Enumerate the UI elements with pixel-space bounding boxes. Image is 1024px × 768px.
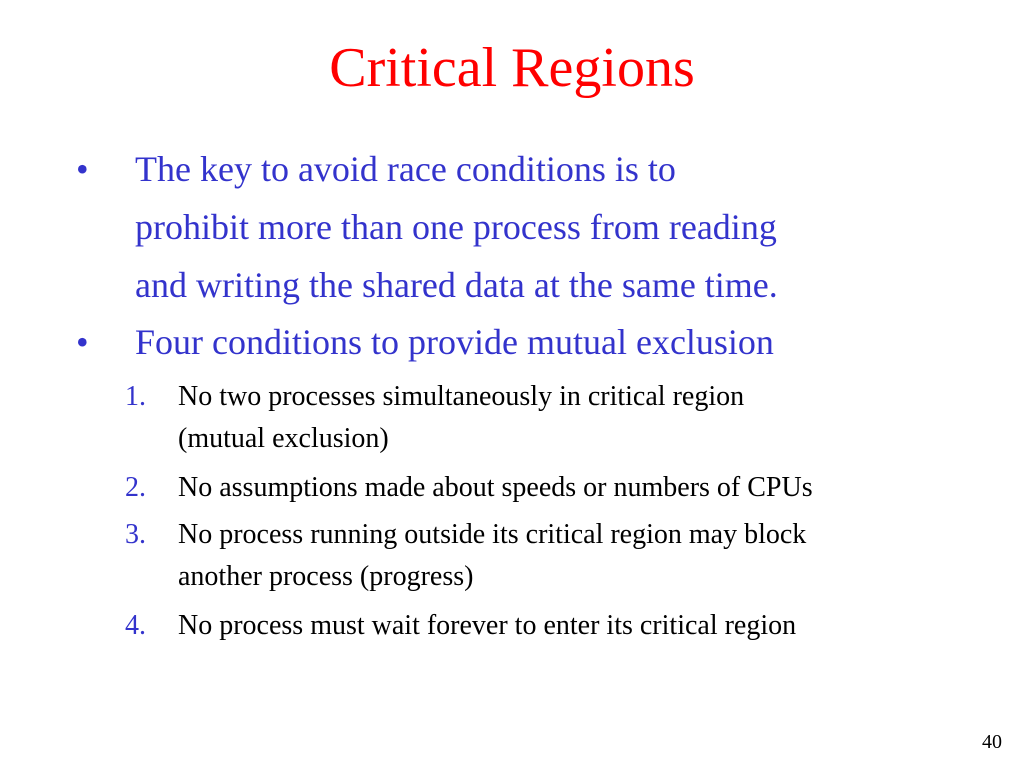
condition-text: No process running outside its critical region may block another process (progress) [178, 519, 807, 592]
condition-number: 1. [125, 381, 146, 412]
bullet-text: Four conditions to provide mutual exclusion [135, 322, 774, 362]
bullet-marker: • [76, 149, 89, 189]
condition-number: 3. [125, 519, 146, 550]
page-number: 40 [982, 731, 1002, 753]
slide-title: Critical Regions [329, 37, 695, 99]
condition-text: No two processes simultaneously in critical region (mutual exclusion) [178, 381, 745, 454]
bullet-marker: • [76, 322, 89, 362]
bullet-text: The key to avoid race conditions is to prohibit more than one process from reading and writing the shared data at the same time. [135, 149, 778, 305]
condition-number: 4. [125, 610, 146, 641]
condition-text: No assumptions made about speeds or numbers of CPUs [178, 472, 813, 503]
condition-number: 2. [125, 472, 146, 503]
condition-text: No process must wait forever to enter its critical region [178, 610, 797, 641]
